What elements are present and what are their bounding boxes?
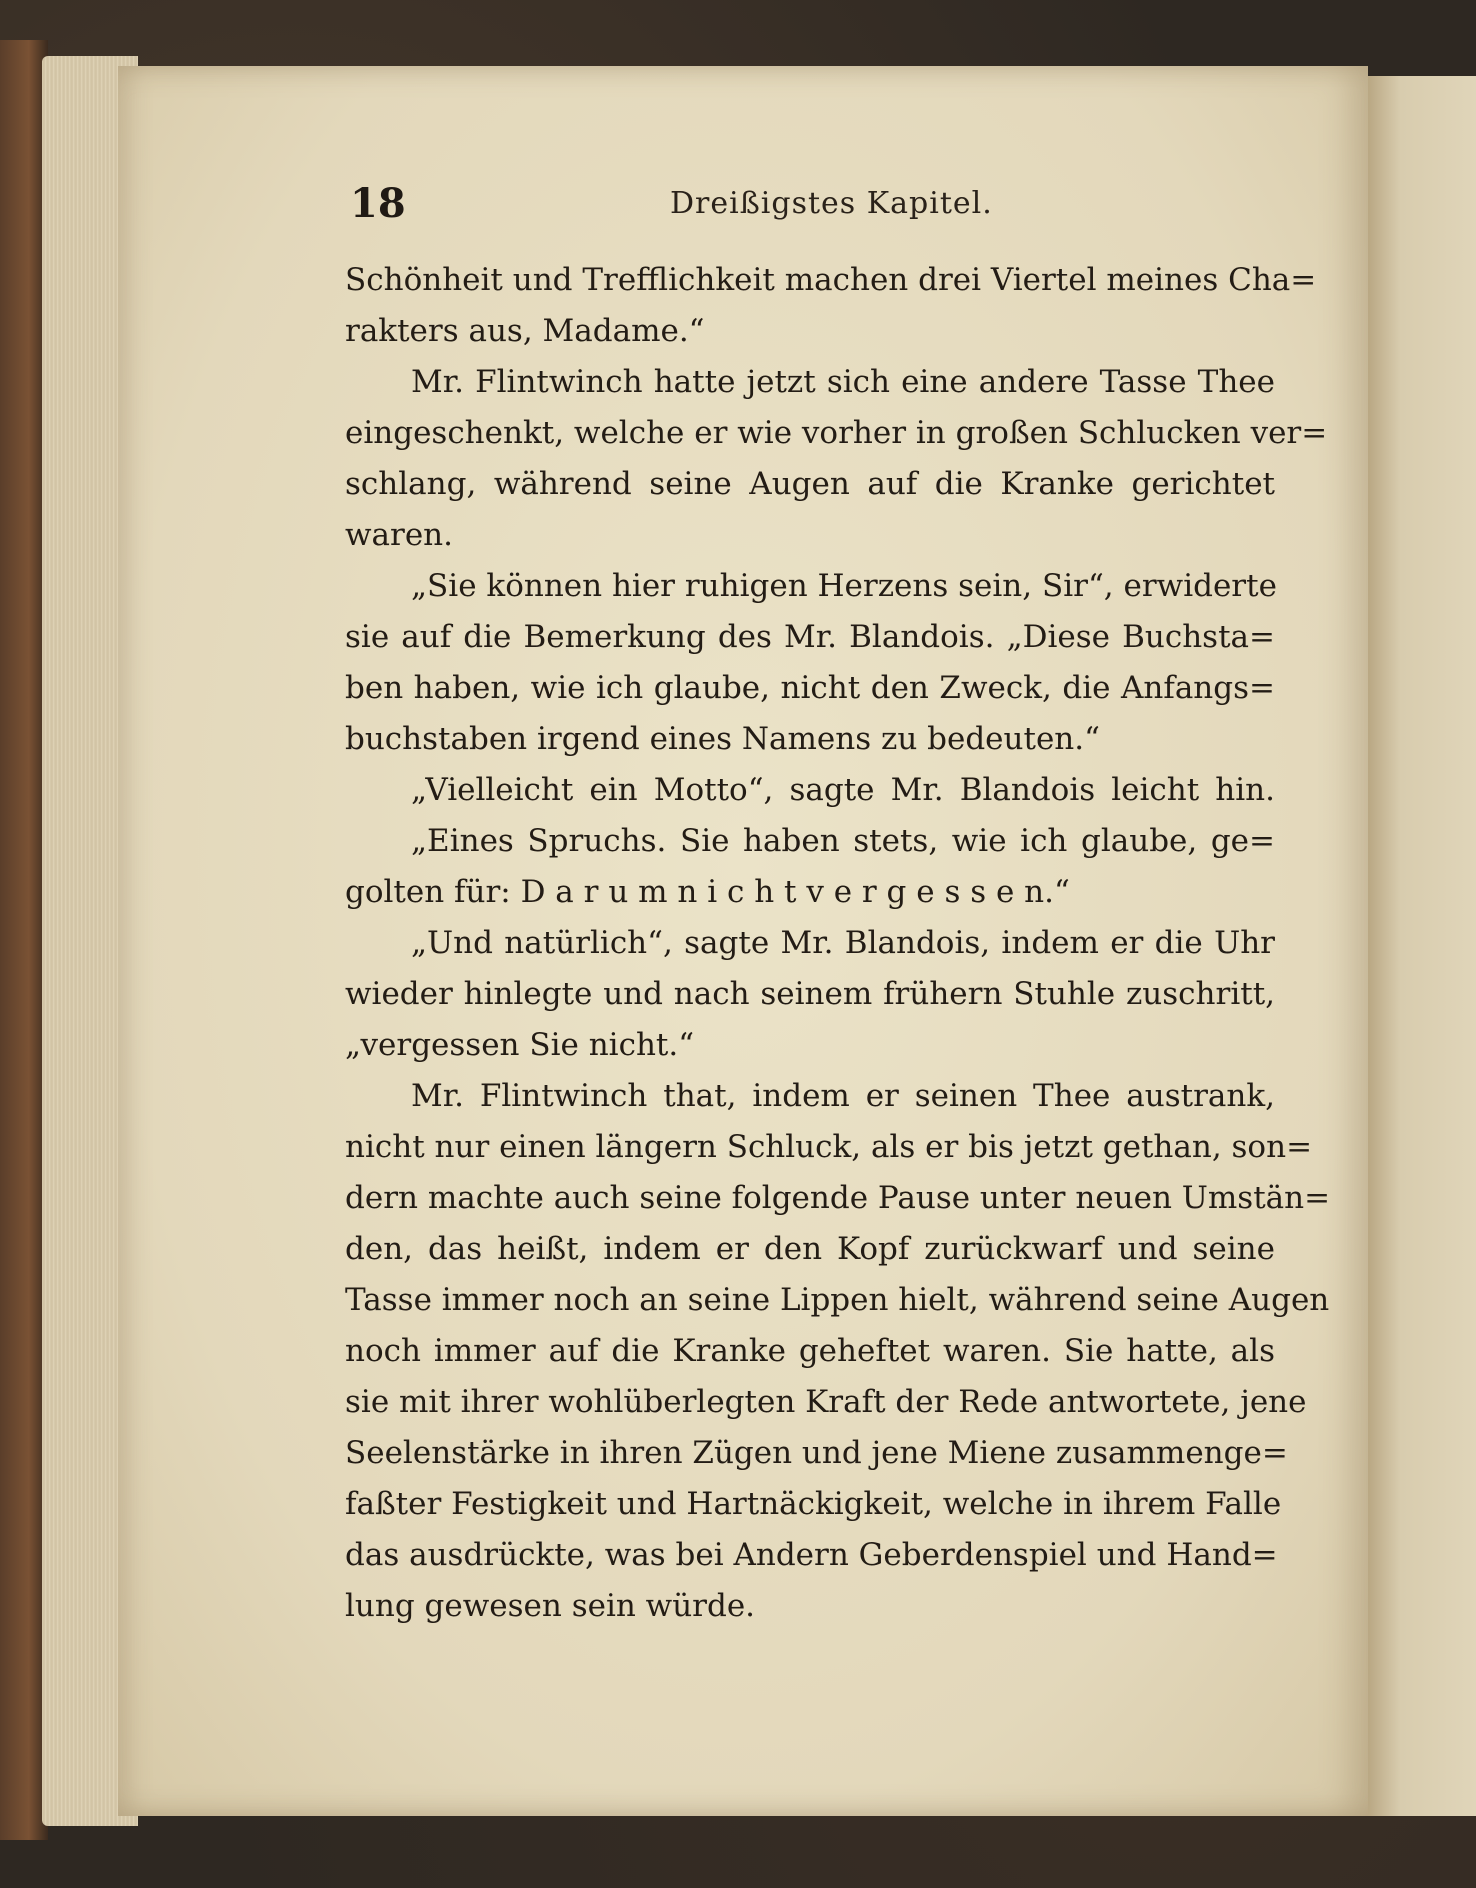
- text-line: „Und natürlich“, sagte Mr. Blandois, indem er die Uhr: [411, 925, 1275, 961]
- text-line: „Vielleicht ein Motto“, sagte Mr. Blandois leicht hin.: [411, 772, 1275, 808]
- text-line: „Sie können hier ruhigen Herzens sein, Sir“, erwiderte: [411, 568, 1277, 604]
- text-line: Seelenstärke in ihren Zügen und jene Miene zusammenge=: [345, 1435, 1288, 1471]
- text-line: „vergessen Sie nicht.“: [345, 1027, 695, 1063]
- body-text: [345, 255, 1331, 1632]
- text-line: Tasse immer noch an seine Lippen hielt, während seine Augen: [345, 1282, 1330, 1318]
- text-line: ben haben, wie ich glaube, nicht den Zweck, die Anfangs=: [345, 670, 1275, 706]
- cover-edge: [0, 40, 48, 1840]
- text-line: Mr. Flintwinch that, indem er seinen Thee austrank,: [411, 1078, 1275, 1114]
- text-line: noch immer auf die Kranke geheftet waren. Sie hatte, als: [345, 1333, 1275, 1369]
- text-line: wieder hinlegte und nach seinem frühern Stuhle zuschritt,: [345, 976, 1275, 1012]
- text-line: golten für: D a r u m n i c h t v e r g e s s e n.“: [345, 874, 1070, 910]
- running-head: Dreißigstes Kapitel.: [670, 186, 993, 221]
- text-line: rakters aus, Madame.“: [345, 313, 705, 349]
- text-line: schlang, während seine Augen auf die Kranke gerichtet: [345, 466, 1275, 502]
- text-line: nicht nur einen längern Schluck, als er bis jetzt gethan, son=: [345, 1129, 1313, 1165]
- text-line: waren.: [345, 517, 454, 553]
- text-line: buchstaben irgend eines Namens zu bedeuten.“: [345, 721, 1100, 757]
- text-line: Schönheit und Trefflichkeit machen drei Viertel meines Cha=: [345, 262, 1317, 298]
- text-line: Mr. Flintwinch hatte jetzt sich eine andere Tasse Thee: [411, 364, 1275, 400]
- text-line: den, das heißt, indem er den Kopf zurückwarf und seine: [345, 1231, 1275, 1267]
- page-number: 18: [350, 180, 406, 227]
- facing-page-edge: [1368, 76, 1476, 1816]
- text-line: faßter Festigkeit und Hartnäckigkeit, welche in ihrem Falle: [345, 1486, 1282, 1522]
- text-line: lung gewesen sein würde.: [345, 1588, 756, 1624]
- text-line: eingeschenkt, welche er wie vorher in großen Schlucken ver=: [345, 415, 1328, 451]
- text-line: sie auf die Bemerkung des Mr. Blandois. „Diese Buchsta=: [345, 619, 1275, 655]
- page-header: [230, 180, 1280, 230]
- text-line: dern machte auch seine folgende Pause unter neuen Umstän=: [345, 1180, 1331, 1216]
- text-line: „Eines Spruchs. Sie haben stets, wie ich glaube, ge=: [411, 823, 1275, 859]
- text-line: das ausdrückte, was bei Andern Geberdenspiel und Hand=: [345, 1537, 1278, 1573]
- text-line: sie mit ihrer wohlüberlegten Kraft der Rede antwortete, jene: [345, 1384, 1307, 1420]
